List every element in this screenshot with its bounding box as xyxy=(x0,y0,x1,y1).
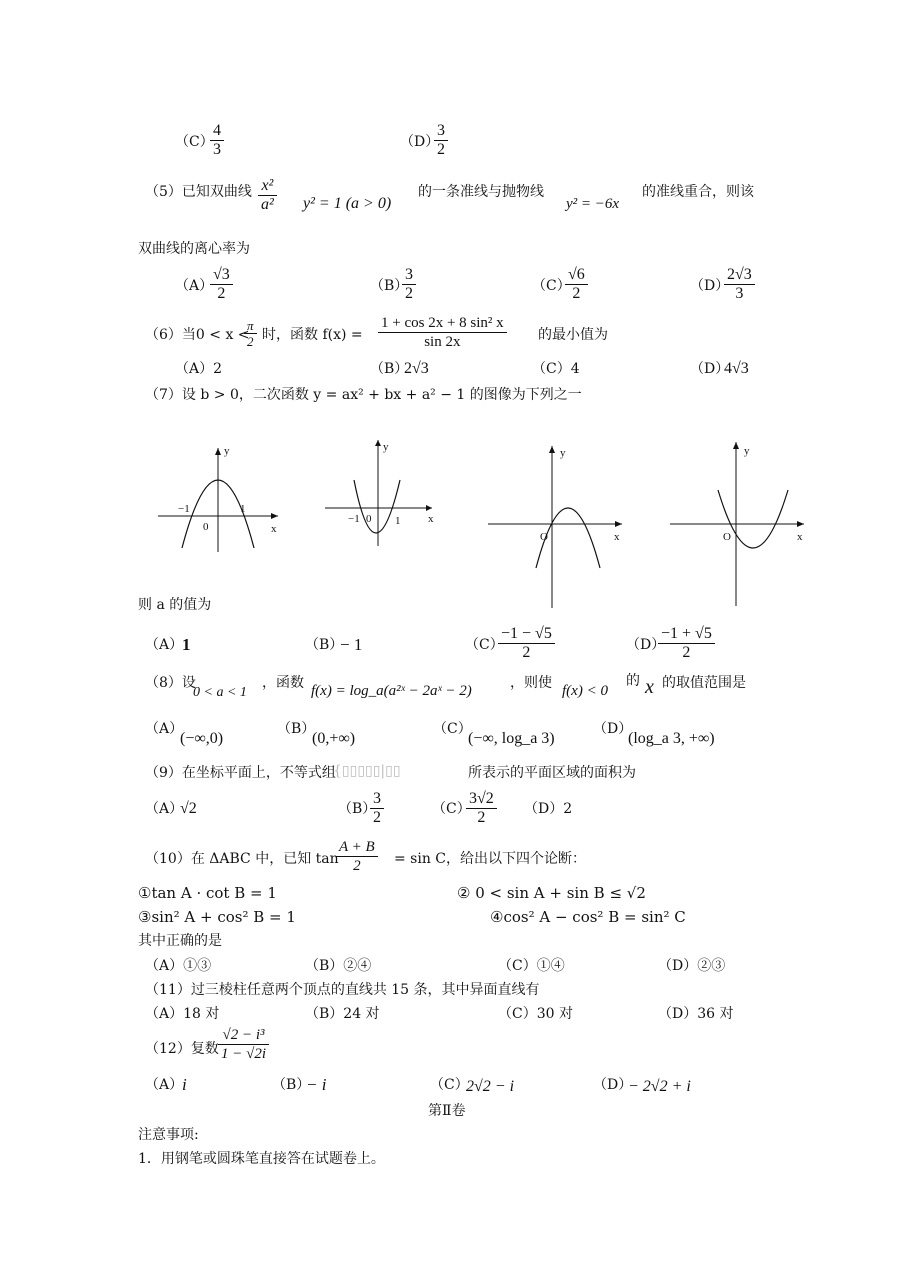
graph2-x-label: x xyxy=(428,513,434,525)
q8-prefix: （8）设 xyxy=(145,675,196,691)
q7-after-text: 则 a 的值为 xyxy=(138,597,212,613)
q11-option-d: （D）36 对 xyxy=(658,1006,734,1022)
q11-option-c: （C）30 对 xyxy=(498,1006,573,1022)
q5-option-a-value: $\frac{√3}{2}$ xyxy=(210,266,233,303)
q10-fraction: $\frac{A + B}{2}$ xyxy=(336,838,378,875)
notes-title: 注意事项: xyxy=(138,1127,199,1143)
q5-prefix: （5）已知双曲线 xyxy=(145,184,252,200)
q5-option-c-label: （C） xyxy=(532,278,571,294)
q4-option-d-label: （D） xyxy=(400,134,440,150)
q8-option-d-label: （D） xyxy=(593,721,633,737)
graph2-origin: 0 xyxy=(366,513,372,525)
q9-option-a-label: （A） xyxy=(145,801,184,817)
graph1-x-label: x xyxy=(271,523,277,535)
q12-option-a-label: （A） xyxy=(145,1077,184,1093)
q10-statement-3: ③sin² A + cos² B = 1 xyxy=(138,908,296,926)
graph1-y-label: y xyxy=(224,445,230,457)
q5-equation: y² = 1 (a > 0) xyxy=(303,195,392,212)
q8-option-d-value: (log_a 3, +∞) xyxy=(628,730,715,747)
q8-mid2: ，则使 xyxy=(510,675,552,691)
q10-option-b: （B）②④ xyxy=(305,958,372,974)
q8-condition: 0 < a < 1 xyxy=(193,685,247,700)
q9-option-d: （D）2 xyxy=(524,801,573,817)
graph2-neg1: −1 xyxy=(348,513,360,525)
q6-mid-text: 时，函数 f(x) = xyxy=(262,327,363,343)
q8-function: f(x) = log_a(a²ˣ − 2aˣ − 2) xyxy=(311,683,472,699)
q5-option-d-label: （D） xyxy=(690,278,730,294)
q4-option-c-value: $\frac{4}{3}$ xyxy=(210,122,224,159)
note-1: 1．用钢笔或圆珠笔直接答在试题卷上。 xyxy=(138,1151,385,1167)
q12-option-b-value: − i xyxy=(306,1075,327,1094)
q8-mid: ，函数 xyxy=(262,675,304,691)
q8-variable: x xyxy=(645,676,654,698)
q6-option-a: （A）2 xyxy=(175,361,223,377)
q8-option-b-value: (0,+∞) xyxy=(312,730,356,747)
q8-de: 的 xyxy=(626,673,640,689)
q11-option-a: （A）18 对 xyxy=(145,1006,220,1022)
q6-suffix: 的最小值为 xyxy=(538,327,608,343)
q6-pi-fraction: $\frac{\pi}{2}$ xyxy=(244,318,257,349)
q5-parabola: y² = −6x xyxy=(566,196,620,212)
q5-line2: 双曲线的离心率为 xyxy=(138,241,250,257)
graph1-neg1: −1 xyxy=(178,503,190,515)
q7-option-b-label: （B） xyxy=(305,637,344,653)
q12-prefix: （12）复数 xyxy=(145,1041,219,1057)
q7-text: （7）设 b > 0，二次函数 y = ax² + bx + a² − 1 的图像为下列之一 xyxy=(145,387,582,403)
q6-function-fraction: $\frac{\text{1 + cos 2x + 8 sin² x}}{\sin 2x}$ xyxy=(378,314,507,351)
q10-statement-2: ② 0 < sin A + sin B ≤ √2 xyxy=(457,884,646,902)
q5-option-c-value: $\frac{√6}{2}$ xyxy=(565,266,588,303)
q9-option-c-value: $\frac{3√2}{2}$ xyxy=(466,790,497,827)
q6-prefix: （6）当0 < x < xyxy=(145,327,250,343)
q9-inequality-system-image: {▯▯▯▯▯|▯▯ xyxy=(333,763,401,779)
q10-statement-4: ④cos² A − cos² B = sin² C xyxy=(490,908,686,926)
graph4-y-label: y xyxy=(744,445,750,457)
graph3-origin: O xyxy=(540,531,548,543)
q9-option-b-label: （B） xyxy=(338,801,377,817)
graph4-x-label: x xyxy=(797,531,803,543)
q5-option-a-label: （A） xyxy=(175,278,214,294)
q5-option-b-value: $\frac{3}{2}$ xyxy=(402,266,416,303)
q10-option-d: （D）②③ xyxy=(658,958,726,974)
q6-option-d-label: （D） xyxy=(690,361,730,377)
q7-graph-2 xyxy=(320,436,440,551)
graph2-y-label: y xyxy=(383,441,389,453)
q12-option-d-value: − 2√2 + i xyxy=(628,1078,691,1095)
q7-option-a-label: （A） xyxy=(145,637,184,653)
q8-suffix: 的取值范围是 xyxy=(662,675,746,691)
q10-suffix: = sin C，给出以下四个论断： xyxy=(394,851,587,867)
q8-option-a-value: (−∞,0) xyxy=(180,730,224,747)
q9-option-b-value: $\frac{3}{2}$ xyxy=(370,790,384,827)
q11-option-b: （B）24 对 xyxy=(305,1006,380,1022)
q8-option-b-label: （B） xyxy=(277,721,316,737)
q7-graph-3 xyxy=(484,440,629,610)
q9-prefix: （9）在坐标平面上，不等式组 xyxy=(145,765,336,781)
q10-which: 其中正确的是 xyxy=(138,933,222,949)
q8-option-c-label: （C） xyxy=(433,721,472,737)
q9-suffix: 所表示的平面区域的面积为 xyxy=(468,765,636,781)
q12-option-b-label: （B） xyxy=(272,1077,311,1093)
q5-suffix: 的准线重合，则该 xyxy=(642,184,754,200)
q12-fraction: $\frac{\text{√2 − i³}}{1 - √2i}$ xyxy=(218,1026,269,1063)
q7-option-a-value: 1 xyxy=(182,635,191,654)
q7-graph-4 xyxy=(666,436,811,608)
q8-inequality: f(x) < 0 xyxy=(562,683,608,699)
q12-option-c-label: （C） xyxy=(430,1077,469,1093)
q9-option-c-label: （C） xyxy=(432,801,471,817)
q5-mid-text: 的一条准线与抛物线 xyxy=(418,184,544,200)
q6-option-b-value: 2√3 xyxy=(404,360,429,377)
q7-option-c-label: （C） xyxy=(465,637,504,653)
q6-option-d-value: 4√3 xyxy=(724,360,749,377)
q9-option-a-value: √2 xyxy=(180,800,197,817)
q8-option-a-label: （A） xyxy=(145,721,184,737)
graph3-x-label: x xyxy=(614,531,620,543)
q8-option-c-value: (−∞, log_a 3) xyxy=(468,730,555,747)
q11-text: （11）过三棱柱任意两个顶点的直线共 15 条，其中异面直线有 xyxy=(145,982,540,998)
q7-option-b-value: − 1 xyxy=(340,635,363,654)
q4-option-c-label: （C） xyxy=(175,134,214,150)
q10-option-c: （C）①④ xyxy=(498,958,565,974)
q10-statement-1: ①tan A · cot B = 1 xyxy=(138,884,277,902)
q6-option-c: （C）4 xyxy=(532,361,580,377)
q5-option-d-value: $\frac{2√3}{3}$ xyxy=(724,266,755,303)
q5-fraction: $\frac{\text{x²}}{\text{a²}}$ xyxy=(258,177,277,214)
q7-graph-1 xyxy=(150,440,290,555)
q12-option-c-value: 2√2 − i xyxy=(466,1078,515,1095)
q10-prefix: （10）在 ΔABC 中，已知 tan xyxy=(145,851,339,867)
q6-option-b-label: （B） xyxy=(370,361,409,377)
q10-option-a: （A）①③ xyxy=(145,958,212,974)
q4-option-d-value: $\frac{3}{2}$ xyxy=(434,122,448,159)
section-title: 第Ⅱ卷 xyxy=(428,1103,466,1119)
q12-option-d-label: （D） xyxy=(593,1077,633,1093)
graph2-pos1: 1 xyxy=(395,515,401,527)
q7-option-c-value: $\frac{-1 - √5}{2}$ xyxy=(498,625,555,662)
graph3-y-label: y xyxy=(560,447,566,459)
q7-option-d-label: （D） xyxy=(626,637,666,653)
q5-option-b-label: （B） xyxy=(370,278,409,294)
graph1-pos1: 1 xyxy=(240,503,246,515)
q12-option-a-value: i xyxy=(182,1075,187,1094)
graph4-origin: O xyxy=(723,531,731,543)
graph1-origin: 0 xyxy=(203,521,209,533)
q7-option-d-value: $\frac{-1 + √5}{2}$ xyxy=(658,625,715,662)
